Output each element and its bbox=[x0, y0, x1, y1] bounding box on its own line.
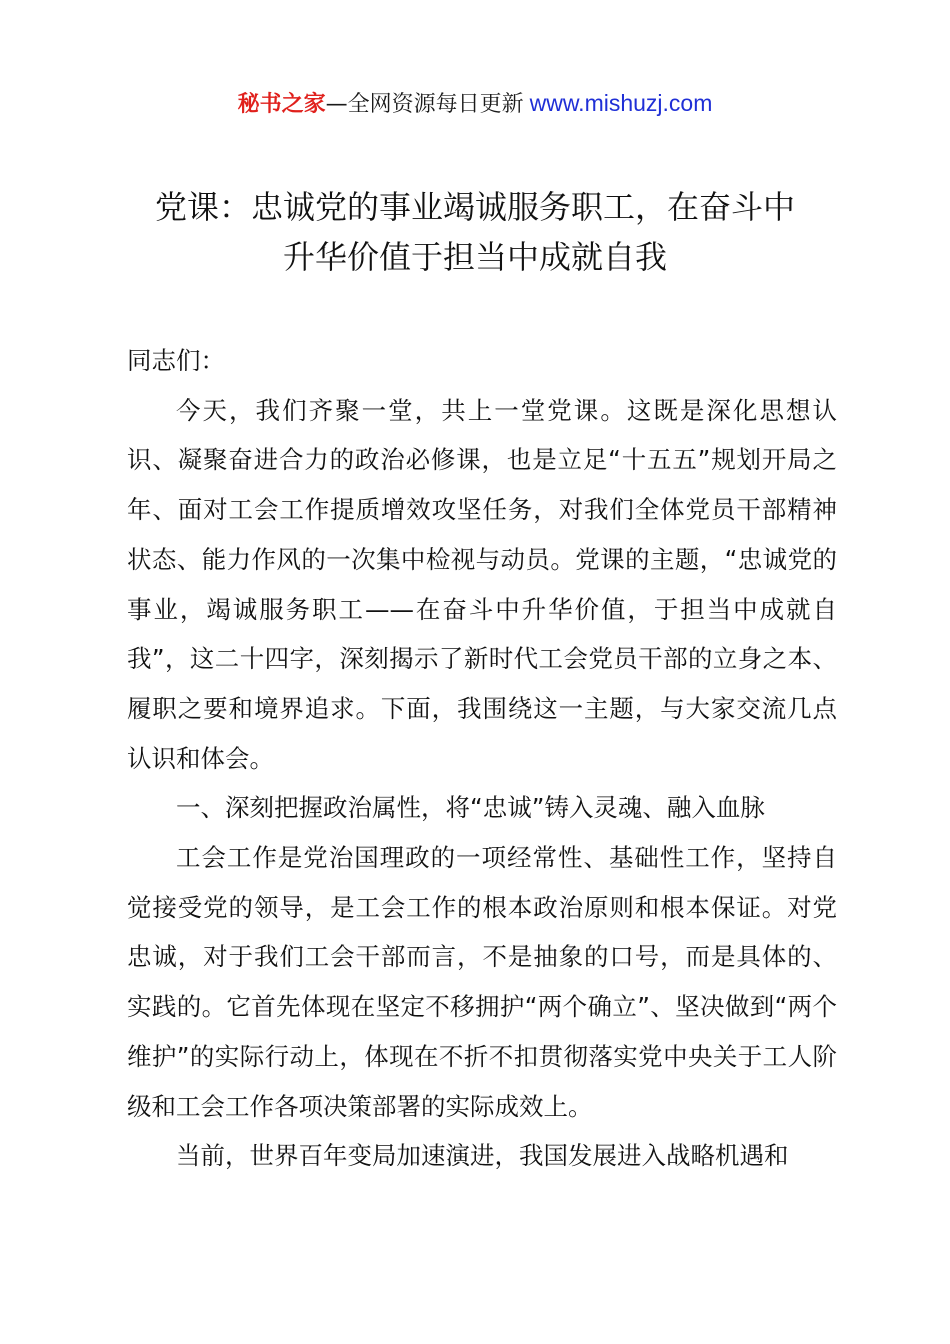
document-title bbox=[100, 182, 850, 282]
title-line-1: 党课：忠诚党的事业竭诚服务职工，在奋斗中 bbox=[154, 188, 795, 226]
section-heading-1: 一、深刻把握政治属性，将“忠诚”铸入灵魂、融入血脉 bbox=[176, 793, 765, 823]
header-tagline: —全网资源每日更新 bbox=[325, 92, 524, 117]
paragraph-section-1: 工会工作是党治国理政的一项经常性、基础性工作，坚持自觉接受党的领导，是工会工作的根本政治原则和根本保证。对党忠诚，对于我们工会干部而言，不是抽象的口号，而是具体的、实践的。它首先体现在坚定不移拥护“两个确立”、坚决做到“两个维护”的实际行动上，体现在不折不扣贯彻落实党中央关于工人阶级和工会工作各项决策部署的实际成效上。 bbox=[127, 843, 837, 1121]
site-url-link[interactable]: www.mishuzj.com bbox=[529, 90, 713, 116]
brand-name: 秘书之家 bbox=[237, 92, 326, 117]
site-header-banner bbox=[0, 88, 950, 120]
paragraph-continuation: 当前，世界百年变局加速演进，我国发展进入战略机遇和 bbox=[176, 1141, 789, 1171]
paragraph-intro: 今天，我们齐聚一堂，共上一堂党课。这既是深化思想认识、凝聚奋进合力的政治必修课，也是立足“十五五”规划开局之年、面对工会工作提质增效攻坚任务，对我们全体党员干部精神状态、能力作风的一次集中检视与动员。党课的主题，“忠诚党的事业，竭诚服务职工——在奋斗中升华价值，于担当中成就自我”，这二十四字，深刻揭示了新时代工会党员干部的立身之本、履职之要和境界追求。下面，我围绕这一主题，与大家交流几点认识和体会。 bbox=[127, 395, 837, 773]
title-line-2: 升华价值于担当中成就自我 bbox=[282, 238, 667, 276]
salutation: 同志们： bbox=[127, 346, 225, 375]
document-body bbox=[127, 336, 837, 1181]
